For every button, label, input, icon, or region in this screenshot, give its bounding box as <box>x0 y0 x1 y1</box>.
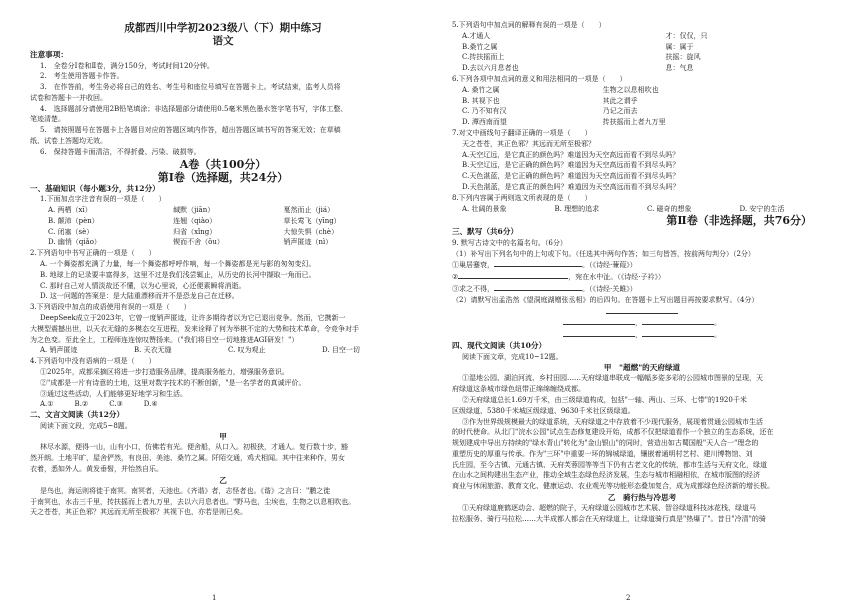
notice-heading: 注意事项： <box>30 50 68 59</box>
q3-option-c: C. 叹为观止 <box>228 346 266 355</box>
modern-reading-note: 阅读下面文章，完成10~12题。 <box>462 352 563 361</box>
q3-options <box>30 345 416 356</box>
section-modern-reading: 四、现代文阅读（共10分） <box>452 341 547 351</box>
q9-line-num: ① <box>452 261 459 270</box>
q2-option-c: C. 那时自己对人情淡故还不懂，以为心里说，心还便素瞬将消逝。 <box>40 281 246 290</box>
q2-option-a: A. 一个舞姿都充满了力量，每一个舞姿都呼呼作响，每一个舞姿都是光与影的匆匆变幻。 <box>40 259 316 268</box>
notice-line: 3. 在作答前，考生务必将自己的姓名、考生号和座位号填写在答题卡上。考试结束，监考人员将 <box>40 83 341 92</box>
article-jia-line: ③作为世界级规模最大的绿道系统，天府绿道之中存放着不少现代服务，展现着贯通公园城市生活 <box>462 417 763 426</box>
q1-c-1: C. 闭塞（sè） <box>48 227 94 236</box>
q7-option-d: D.天色湛蓝，是它真正的颜色吗？难道因为天空高远而看不到尽头吗？ <box>462 182 680 191</box>
q1-option-a <box>30 205 416 216</box>
right-page <box>430 0 860 608</box>
q9-sub2: （2）请默写出孟浩然《望洞庭湖赠张丞相》的后四句。在答题卡上写出题目再按要求默写。（4分） <box>452 295 759 304</box>
q5-c-meaning: 扶摇：旋风 <box>665 53 701 62</box>
q3-passage-line: 大模型震撼出世，以天衣无缝的多模态交互进程，发来诠释了何为举棋不定的大势和技术革命，令竞争对手 <box>30 324 359 333</box>
q5-option-b <box>452 42 832 53</box>
q1-b-3: 草长莺飞（yīng） <box>283 216 341 225</box>
poem-answer-lines: ， 。 <box>452 329 832 341</box>
q1-d-3: 销声匿迹（nì） <box>283 238 333 247</box>
answer-blank[interactable] <box>458 271 568 279</box>
q3-passage-line: DeepSeek成立于2023年，它曾一度销声匿迹，让许多期待者以为它已退出竞争。然而，它携新一 <box>40 313 346 322</box>
answer-line[interactable] <box>606 306 678 314</box>
passage-yi-line: 是鸟也，海运则将徙于南冥。南冥者，天池也。《齐谐》者，志怪者也。《谐》之言曰："鹏之徙 <box>40 486 331 495</box>
q4-item: ②"成都是一片有诗意的土地，这里对数字技术的不断创新，"是一名学者的真诚评价。 <box>40 378 306 387</box>
article-jia-line: 区级绿道、5380千米城区级绿道、9630千米社区级绿道。 <box>452 406 635 415</box>
q3-stem: 3.下列语段中加点的成语使用有误的一项是（ ） <box>30 303 191 312</box>
q1-d-1: D. 幽悄（qiǎo） <box>48 238 101 247</box>
poem-answer-lines <box>452 306 832 318</box>
q6-c-1: C. 乃不知有汉 <box>462 107 507 116</box>
q8-option-b: B. 理想的追求 <box>554 204 600 213</box>
q9-stem: 9. 默写古诗文中的名篇名句。（6分） <box>452 238 567 247</box>
notice-line: 笔迹清楚。 <box>30 115 65 124</box>
q8-option-a: A. 壮阔的景象 <box>462 204 507 213</box>
q6-a-2: 生物之以息相吹也 <box>602 85 659 94</box>
q6-stem: 6.下列各项中加点词的意义和用法相同的一项是（ ） <box>452 74 627 83</box>
article-yi-line: 拉松服务、骑行马拉松……大半成都人都会在天府绿道上，让绿道骑行真是"热爆了"。昔日"冷清"的骑 <box>452 514 766 523</box>
q6-b-1: B. 其视下也 <box>462 96 500 105</box>
q5-c-word: C.抟扶摇而上 <box>462 53 505 62</box>
q6-option-a <box>452 85 832 96</box>
q1-c-3: 大惊失惧（chè） <box>283 227 339 236</box>
q5-a-meaning: 才：仅仅，只 <box>665 31 708 40</box>
q9-line-1 <box>452 259 832 271</box>
q9-sub1: （1）补写出下列名句中的上句或下句。（任选其中两句作答；如三句皆答，按前两句判分）（2分） <box>452 249 755 258</box>
notice-line: 试卷和答题卡一并收回。 <box>30 93 107 102</box>
article-jia-line: ①湿地公园、湖泊河流、乡村田园……天府绿道串联成一幅幅多姿多彩的公园城市图景的呈现，天 <box>462 374 763 383</box>
passage-jia-mark: 甲 <box>219 432 227 442</box>
q1-a-2: 缄默（jiān） <box>173 205 215 214</box>
article-jia-line: 氏庄园，至今古镇、元通古镇、天府芙蓉园等等当下仍有古老文化的传统，都市生活与天府文化，绿道 <box>452 460 767 469</box>
q3-passage-line: 为之色变。至此全上，工程师连连惊叹赞扬来。（"我们将目空一切地推进AGI研发！"） <box>30 335 299 344</box>
answer-line[interactable] <box>642 329 714 337</box>
q2-stem: 2.下列语句中书写正确的一项是（ ） <box>30 249 156 258</box>
q1-option-c <box>30 227 416 238</box>
q9-line-right: 。（《诗经·蒹葭》） <box>582 261 637 270</box>
q9-line-num: ② <box>452 273 459 282</box>
q5-d-meaning: 息：气息 <box>665 64 694 73</box>
poem-answer-lines: ， 。 <box>452 317 832 329</box>
q4-stem: 4.下列语句中没有语病的一项是（ ） <box>30 357 156 366</box>
q6-a-1: A. 桑竹之属 <box>462 85 500 94</box>
article-jia-line: ②天府绿道总长1.69万千米，由三级绿道构成，包括"一轴、两山、三环、七带"的1920千米 <box>462 395 747 404</box>
q4-answer-options: A.① B.② C.③ D.④ <box>40 400 158 409</box>
section-classical-reading: 二、文言文阅读（共12分） <box>30 410 125 420</box>
q1-option-b <box>30 216 416 227</box>
q8-stem: 8.下列内容属于两则选文所表现的是（ ） <box>452 193 592 202</box>
q5-option-d <box>452 63 832 74</box>
exam-subject: 语文 <box>212 35 234 47</box>
q7-option-b: B.天空辽远，是它正确的颜色吗？难道因为天空高远而看不到尽头吗？ <box>462 161 680 170</box>
answer-line[interactable] <box>563 317 635 325</box>
q5-b-meaning: 属：属于 <box>665 42 694 51</box>
q6-c-2: 乃记之而去 <box>602 107 638 116</box>
passage-yi-mark: 乙 <box>219 475 227 485</box>
volume-a-heading: A卷（共100分） <box>179 157 267 171</box>
article-jia-line: 的时代使命。从北门"浣水公园"试点生态修复建设开始，成都不仅把绿道看作一个独立的生态系统，还在 <box>452 428 774 437</box>
q1-a-1: A. 两栖（xī） <box>48 205 92 214</box>
q8-options <box>452 204 832 215</box>
q1-b-1: B. 颠沛（pèn） <box>48 216 99 225</box>
q1-b-2: 连翘（qiào） <box>173 216 217 225</box>
q1-d-2: 锲而不舍（ǒu） <box>173 238 224 247</box>
q3-option-d: D. 目空一切 <box>322 346 360 355</box>
page-number: 1 <box>212 594 217 602</box>
q9-line-right: 。（《诗经·关雎》） <box>582 285 637 294</box>
q3-option-b: B. 天衣无缝 <box>134 346 172 355</box>
q1-c-2: 归省（xǐng） <box>173 227 217 236</box>
passage-jia-line: 林尽水源，便得一山，山有小口，仿佛若有光。便舍船，从口入。初极狭，才通人。复行数十步，豁 <box>40 443 348 452</box>
article-jia-line: 府绿道这条城市绿色纽带正绵绵缠绕成都。 <box>452 385 585 394</box>
q6-d-1: D. 潭西南而望 <box>462 118 507 127</box>
passage-jia-line: 衣着，悉如外人。黄发垂髫，并怡然自乐。 <box>30 465 163 473</box>
notice-line: 6. 保持答题卡面清洁，不得折叠、污染、破损等。 <box>40 147 201 156</box>
article-jia-line: 商业与休闲旅游、教育文化、健康运动、农业观光等功能形态叠加复合，成为成都绿色经济新的增长极。 <box>452 482 774 491</box>
q7-stem: 7.对文中画线句子翻译正确的一项是（ ） <box>452 128 592 137</box>
q1-option-d <box>30 237 416 248</box>
q3-option-a: A. 销声匿迹 <box>40 346 78 355</box>
q4-item: ①2025年，成都采摘区将进一步打造服务品牌，提高服务能力，增强服务意识。 <box>40 367 289 376</box>
q7-sentence: 天之苍苍，其正色邪？其远而无所至极邪？ <box>462 139 595 148</box>
q5-stem: 5.下列语句中加点词的解释有误的一项是（ ） <box>452 21 606 29</box>
passage-yi-line: 天之苍苍，其正色邪？其远而无所至极邪？其视下也，亦若是则已矣。 <box>30 508 247 517</box>
passage-yi-line: 于南冥也，水击三千里，抟扶摇而上者九万里，去以六月息者也。"野马也，尘埃也，生物之以息相吹也。 <box>30 497 356 506</box>
q9-line-2 <box>452 271 832 283</box>
q8-option-d: D. 安宁的生活 <box>739 204 785 213</box>
q4-item: ③通过这些活动，人们能够更好地学习和生活。 <box>40 389 187 398</box>
q1-a-3: 戛然而止（jiá） <box>283 205 335 214</box>
q2-option-d: D. 这一问题的答案是：是大陆重漂移而并不是恐龙自己在迁移。 <box>40 292 239 301</box>
article-jia-title: 甲 "超燃"的天府绿道 <box>603 363 681 373</box>
q7-option-a: A.天空辽远，是它真正的颜色吗？难道因为天空高远而看不到尽头吗？ <box>462 150 680 159</box>
q9-line-left: 巢居蹇衰， <box>459 261 494 270</box>
q9-line-3 <box>452 283 832 295</box>
answer-line[interactable] <box>563 329 635 337</box>
q6-option-b <box>452 96 832 107</box>
notice-line: 5. 请按照题号在答题卡上各题目对应的答题区域内作答，超出答题区域书写的答案无效；在草稿 <box>40 126 341 135</box>
section-dictation: 三、默写（共6分） <box>452 227 519 237</box>
q5-b-word: B.桑竹之属 <box>462 42 498 51</box>
classical-reading-note: 阅读下面文段，完成5~8题。 <box>40 421 132 430</box>
page-number: 2 <box>626 594 631 602</box>
notice-line: 纸、试卷上答题均无效。 <box>30 137 107 146</box>
part-two-heading: 第Ⅱ卷（非选择题，共76分） <box>666 214 812 228</box>
section-basic-knowledge: 一、基础知识（每小题3分，共12分） <box>30 183 160 193</box>
article-jia-line: 在山水之间构建出生态产业，推动全域生态绿色经济发展，生态与城市相融相依，在城市版图的经济 <box>452 471 760 480</box>
q6-option-c <box>452 106 832 117</box>
q5-a-word: A.才通人 <box>462 31 491 40</box>
notice-line: 2. 考生使用答题卡作答。 <box>40 72 124 81</box>
q1-stem: 1.下面加点字注音有误的一项是（ ） <box>40 195 166 204</box>
q9-line-right: ，宛在水中沚。（《诗经·子衿》） <box>568 273 666 282</box>
answer-blank[interactable] <box>494 283 582 291</box>
q6-d-2: 抟扶摇而上者九万里 <box>602 118 666 127</box>
notice-line: 4. 选择题部分请使用2B铅笔填涂；非选择题部分请使用0.5毫米黑色墨水签字笔书写，字体工整、 <box>40 104 348 113</box>
q6-b-2: 其此之谓乎 <box>602 96 638 105</box>
answer-line[interactable] <box>642 317 714 325</box>
q5-d-word: D.去以六月息者也 <box>462 64 519 73</box>
q9-line-left: 求之不得， <box>459 285 494 294</box>
q2-option-b: B. 地球上的记录要丰富得多，这里不过是我们浅尝辄止，从历史的长河中撷取一角而已。 <box>40 270 316 279</box>
q5-option-a <box>452 31 832 42</box>
part-one-heading: 第Ⅰ卷（选择题，共24分） <box>157 170 289 184</box>
q9-line-num: ③ <box>452 285 459 294</box>
answer-blank[interactable] <box>494 259 582 267</box>
article-yi-line: ①天府绿道鹿鹤逐动会、超燃的院子，天府绿道公园城市艺术展、智谷绿道科技冰花栈、绿道马 <box>462 504 756 513</box>
q6-option-d <box>452 117 832 128</box>
notice-line: 1. 全卷分Ⅰ卷和Ⅱ卷，满分150分，考试时间120分钟。 <box>40 61 214 70</box>
exam-title: 成都西川中学初2023级八（下）期中练习 <box>124 22 322 34</box>
article-jia-line: 规划建成中导出方持续的"绿水青山"转化为"金山银山"的同时，营造出如古蜀国般"天人合一"理念的 <box>452 439 759 448</box>
article-jia-line: 重塑历史的厚重与传承。作为"三环"中重要一环的锦城绿道，镶嵌着通明村艺村、建川博物馆、刘 <box>452 449 753 458</box>
article-yi-title: 乙 骑行热与冷思考 <box>607 493 677 503</box>
q5-option-c <box>452 52 832 63</box>
notice-list <box>30 61 416 158</box>
passage-jia-line: 然开朗。土地平旷，屋舍俨然，有良田、美池、桑竹之属。阡陌交通，鸡犬相闻。其中往来种作，男女 <box>30 454 345 463</box>
q8-option-c: C. 磁奇的想象 <box>647 204 692 213</box>
q7-option-c: C.天色湛蓝，是它正确的颜色吗？难道因为天空高远而看不到尽头吗？ <box>462 172 680 181</box>
